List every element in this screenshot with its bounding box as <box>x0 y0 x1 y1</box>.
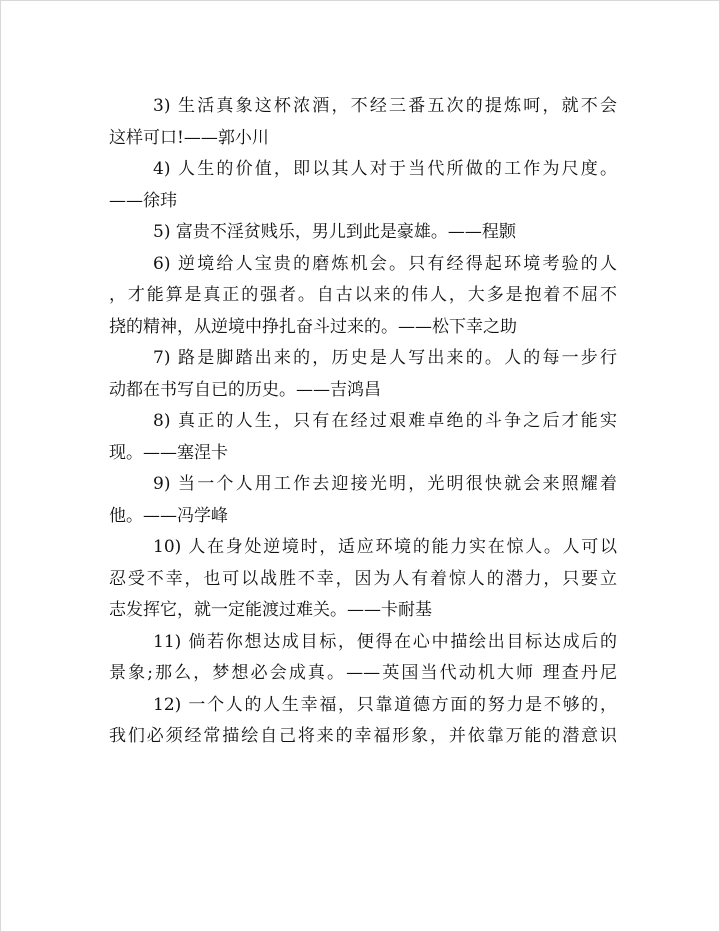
quote-4-line-1: 4) 人生的价值，即以其人对于当代所做的工作为尺度。 <box>153 159 617 179</box>
quote-8-line-2: 现。——塞涅卡 <box>109 442 228 463</box>
quote-5-line-1: 5) 富贵不淫贫贱乐，男儿到此是豪雄。——程颢 <box>153 222 516 242</box>
quote-6 <box>109 249 617 344</box>
quote-6-line-1: 6) 逆境给人宝贵的磨炼机会。只有经得起环境考验的人 <box>153 253 617 274</box>
quote-4-line-2: ——徐玮 <box>109 190 177 211</box>
quote-6-line-3: 挠的精神，从逆境中挣扎奋斗过来的。——松下幸之助 <box>109 316 517 337</box>
quote-9 <box>109 469 617 532</box>
quote-3-line-1: 3) 生活真象这杯浓酒，不经三番五次的提炼呵，就不会 <box>153 96 617 116</box>
quote-5 <box>109 217 617 249</box>
quote-10-line-3: 志发挥它，就一定能渡过难关。——卡耐基 <box>109 600 432 620</box>
quote-10-line-1: 10) 人在身处逆境时，适应环境的能力实在惊人。人可以 <box>153 537 617 557</box>
quote-list <box>109 91 617 753</box>
quote-11-line-1: 11) 倘若你想达成目标，便得在心中描绘出目标达成后的 <box>153 631 617 652</box>
quote-12-line-1: 12) 一个人的人生幸福，只靠道德方面的努力是不够的， <box>153 694 617 715</box>
quote-11 <box>109 627 617 690</box>
quote-3 <box>109 91 617 154</box>
quote-8-line-1: 8) 真正的人生，只有在经过艰难卓绝的斗争之后才能实 <box>153 411 617 431</box>
quote-3-line-2: 这样可口!——郭小川 <box>109 127 269 148</box>
quote-7 <box>109 343 617 406</box>
quote-12 <box>109 690 617 753</box>
quote-9-line-2: 他。——冯学峰 <box>109 505 228 526</box>
quote-12-line-2: 我们必须经常描绘自己将来的幸福形象，并依靠万能的潜意识 <box>109 726 617 746</box>
quote-10-line-2: 忍受不幸，也可以战胜不幸，因为人有着惊人的潜力，只要立 <box>109 568 617 589</box>
quote-6-line-2: ，才能算是真正的强者。自古以来的伟人，大多是抱着不屈不 <box>109 285 617 305</box>
quote-7-line-2: 动都在书写自已的历史。——吉鸿昌 <box>109 379 381 400</box>
quote-11-line-2: 景象;那么，梦想必会成真。——英国当代动机大师 理查丹尼 <box>109 663 617 683</box>
quote-8 <box>109 406 617 469</box>
quote-4 <box>109 154 617 217</box>
quote-9-line-1: 9) 当一个人用工作去迎接光明，光明很快就会来照耀着 <box>153 474 617 494</box>
quote-7-line-1: 7) 路是脚踏出来的，历史是人写出来的。人的每一步行 <box>153 348 617 368</box>
quote-10 <box>109 532 617 627</box>
